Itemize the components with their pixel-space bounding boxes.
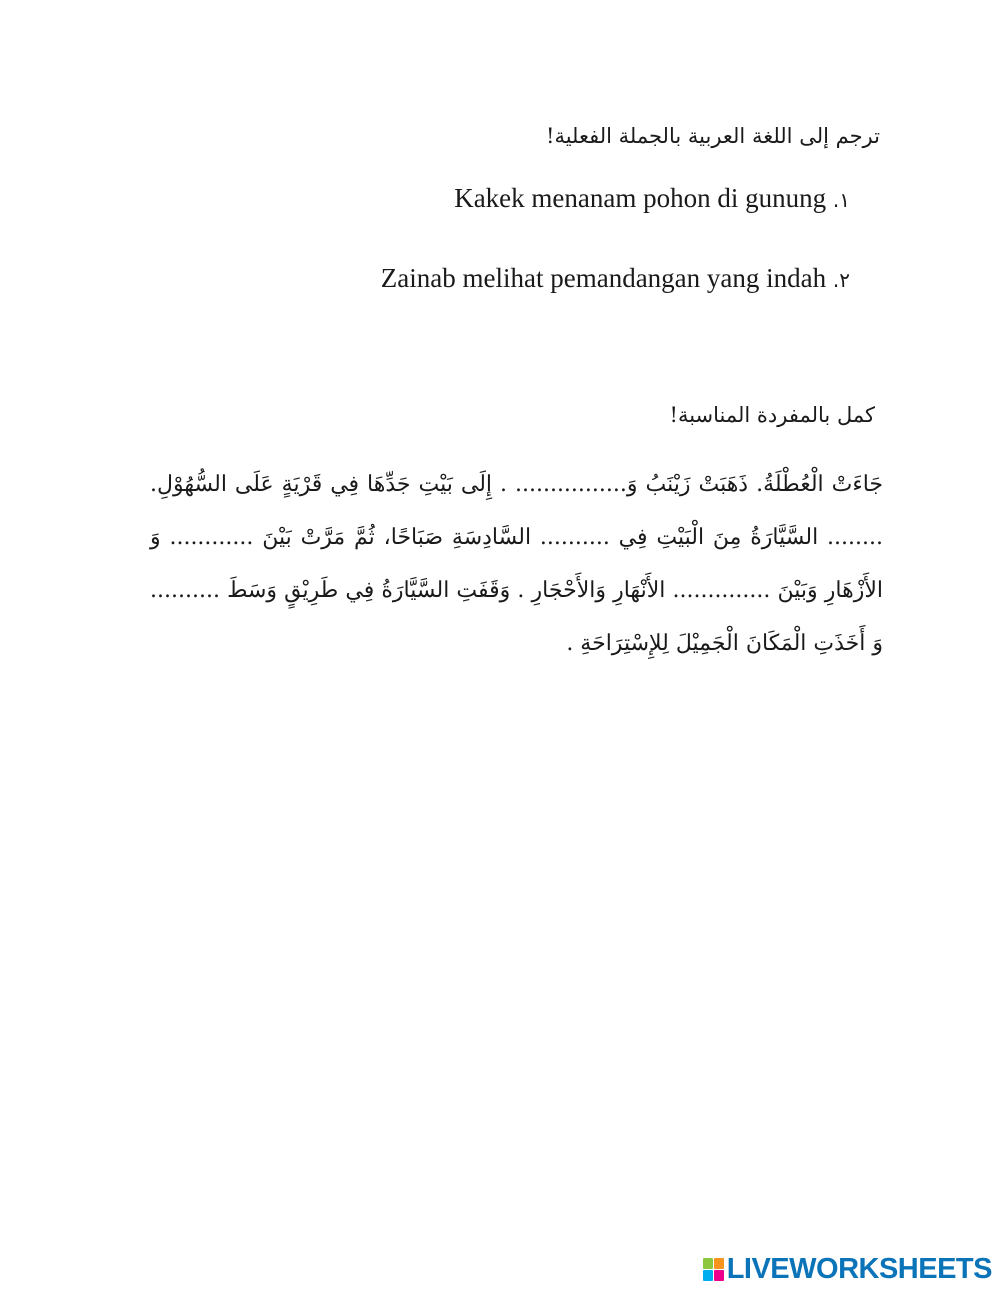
fill-in-passage: جَاءَتْ الْعُطْلَةُ. ذَهَبَتْ زَيْنَبُ وَ................ . إِلَى بَيْتِ جَدِّهَا فِي قَرْيَةٍ عَلَى السُّهُوْلِ. ........ السَّيَّارَةُ مِنَ الْبَيْتِ فِي .......... السَّادِسَةِ صَبَاحًا، ثُمَّ مَرَّتْ بَيْنَ ............ وَ الأَزْهَارِ وَبَيْنَ .............. الأَنْهَارِ وَالأَحْجَارِ . وَقَفَتِ السَّيَّارَةُ فِي طَرِيْقٍ وَسَطَ .......... وَ أَخَذَتِ الْمَكَانَ الْجَمِيْلَ لِلإِسْتِرَاحَةِ . [150,472,883,656]
item-text: Kakek menanam pohon di gunung [454,183,827,213]
logo-text: LIVEWORKSHEETS [726,1253,992,1285]
item-number: ١. [832,188,850,212]
item-number: ٢. [832,268,850,292]
liveworksheets-logo [703,1253,992,1286]
item-text: Zainab melihat pemandangan yang indah [380,263,827,293]
translate-item-2 [381,263,850,294]
translate-item-1 [454,183,850,214]
complete-instruction-heading: كمل بالمفردة المناسبة! [669,403,875,427]
logo-blocks-icon [703,1258,724,1281]
translate-instruction-heading: ترجم إلى اللغة العربية بالجملة الفعلية! [546,124,880,148]
